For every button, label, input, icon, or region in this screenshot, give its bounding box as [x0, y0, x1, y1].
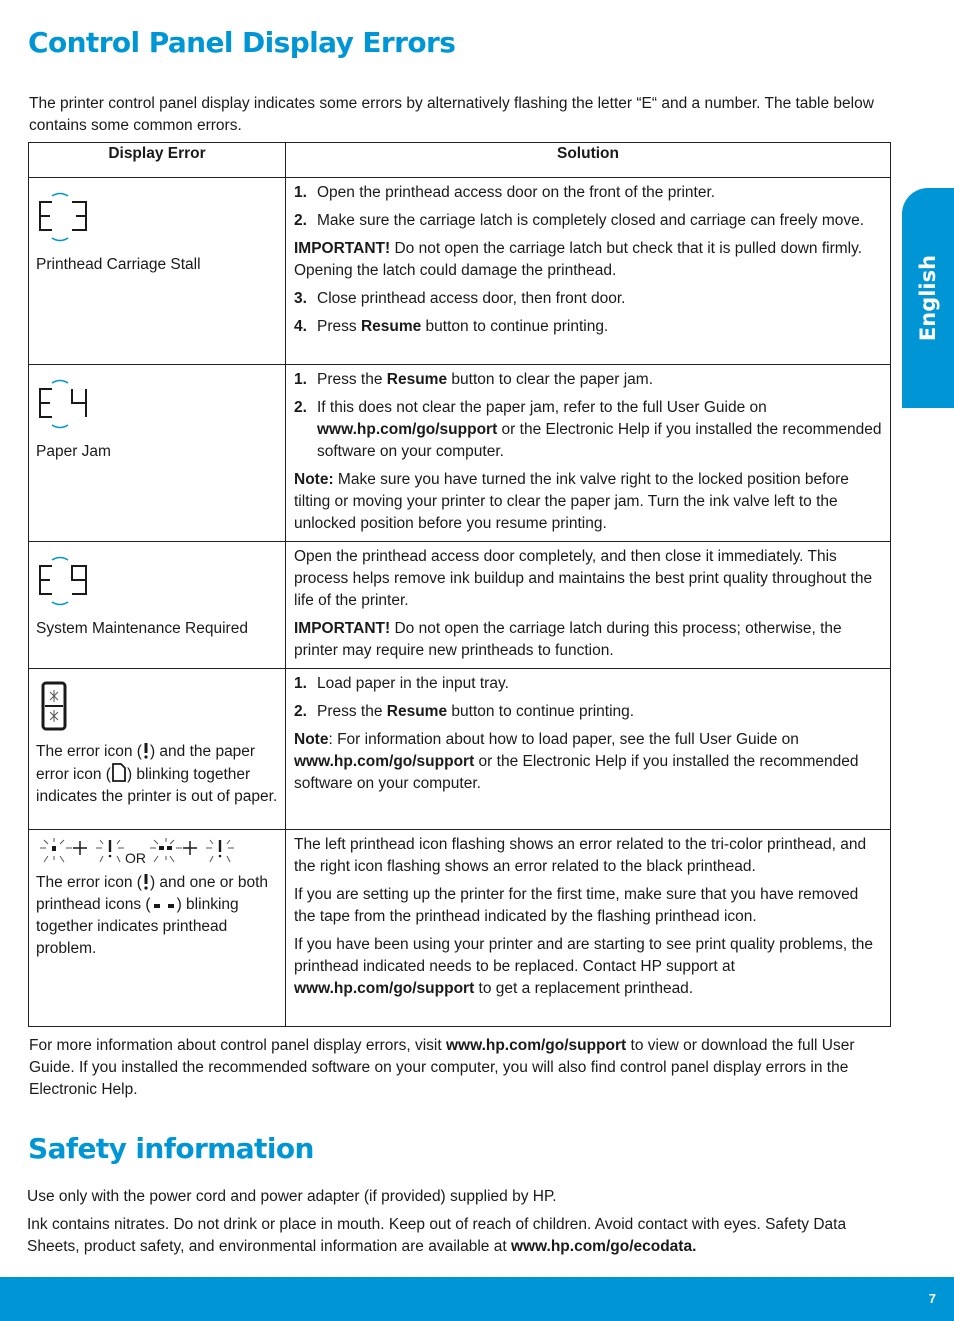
- footer-bar: [0, 1277, 954, 1321]
- or-label: OR: [125, 850, 146, 866]
- table-row: [29, 178, 891, 365]
- display-zero-icon: [36, 679, 72, 733]
- safety-title: Safety information: [28, 1132, 314, 1165]
- list-item: 2. Make sure the carriage latch is completely closed and carriage can freely move.: [294, 212, 865, 229]
- note: Note: Make sure you have turned the ink valve right to the locked position before tilting or moving your printer to clear the paper jam. Turn the ink valve left to the unlocked position before you resume printing.: [294, 471, 849, 532]
- table-row: [29, 542, 891, 669]
- list-item: 1. Load paper in the input tray.: [294, 675, 509, 692]
- list-item: 4. Press Resume button to continue printing.: [294, 318, 609, 335]
- printhead-icons-group: [36, 836, 279, 872]
- list-item: 1. Press the Resume button to clear the paper jam.: [294, 371, 654, 388]
- solution-text: Open the printhead access door completely, and then close it immediately. This process helps remove ink buildup and maintains the best print quality throughout the life of the printer.: [294, 548, 873, 609]
- exclamation-icon: [142, 873, 150, 890]
- solution-text: If you are setting up the printer for the first time, make sure that you have removed the tape from the printhead indicated by the flashing printhead icon.: [294, 886, 859, 925]
- note: Note: For information about how to load paper, see the full User Guide on www.hp.com/go/support or the Electronic Help if you installed the recommended software on your computer.: [294, 731, 859, 792]
- error-name: System Maintenance Required: [36, 620, 248, 637]
- error-description: The error icon ( ) and the paper error icon ( ) blinking together indicates the printer is out of paper.: [36, 743, 278, 805]
- display-e4-icon: [36, 375, 96, 433]
- more-info-paragraph: For more information about control panel display errors, visit www.hp.com/go/support to view or download the full User Guide. If you installed the recommended software on your computer, you will also find control panel display errors in the Electronic Help.: [29, 1037, 855, 1098]
- solution-text: If you have been using your printer and are starting to see print quality problems, the printhead indicated needs to be replaced. Contact HP support at www.hp.com/go/support to get a replacement printhead.: [294, 936, 874, 997]
- language-tab-label: English: [916, 254, 940, 342]
- intro-paragraph: The printer control panel display indicates some errors by alternatively flashing the letter “E“ and a number. The table below contains some common errors.: [29, 95, 874, 134]
- language-tab: [902, 188, 954, 408]
- list-item: 3. Close printhead access door, then front door.: [294, 290, 626, 307]
- page-number: 7: [928, 1291, 936, 1306]
- right-printhead-blink-icon: [148, 836, 234, 866]
- paper-icon: [111, 763, 127, 782]
- safety-paragraph-1: Use only with the power cord and power adapter (if provided) supplied by HP.: [27, 1188, 557, 1205]
- error-table: [28, 142, 891, 1027]
- error-name: Paper Jam: [36, 443, 111, 460]
- header-solution: Solution: [286, 143, 891, 178]
- printhead-pair-icon: [151, 898, 177, 912]
- important-note: IMPORTANT! Do not open the carriage latch during this process; otherwise, the printer may require new printheads to function.: [294, 620, 842, 659]
- table-row: [29, 365, 891, 542]
- list-item: 1. Open the printhead access door on the front of the printer.: [294, 184, 716, 201]
- header-display-error: Display Error: [29, 143, 286, 178]
- display-e3-icon: [36, 188, 96, 246]
- display-e9-icon: [36, 552, 96, 610]
- error-name: Printhead Carriage Stall: [36, 256, 201, 273]
- list-item: 2. If this does not clear the paper jam, refer to the full User Guide on www.hp.com/go/support or the Electronic Help if you installed the recommended software on your computer.: [294, 399, 882, 460]
- safety-paragraph-2: Ink contains nitrates. Do not drink or place in mouth. Keep out of reach of children. Avoid contact with eyes. Safety Data Sheets, product safety, and environmental information are available at www.hp.com/go/ecodata.: [27, 1216, 847, 1255]
- table-header-row: [29, 143, 891, 178]
- solution-text: The left printhead icon flashing shows an error related to the tri-color printhead, and the right icon flashing shows an error related to the black printhead.: [294, 836, 867, 875]
- list-item: 2. Press the Resume button to continue printing.: [294, 703, 635, 720]
- left-printhead-blink-icon: [36, 836, 124, 866]
- exclamation-icon: [142, 742, 150, 759]
- table-row: [29, 669, 891, 830]
- error-description: The error icon ( ) and one or both printhead icons ( ) blinking together indicates printhead problem.: [36, 874, 269, 957]
- table-row: [29, 830, 891, 1027]
- important-note: IMPORTANT! Do not open the carriage latch but check that it is pulled down firmly. Opening the latch could damage the printhead.: [294, 240, 863, 279]
- page-title: Control Panel Display Errors: [28, 26, 456, 59]
